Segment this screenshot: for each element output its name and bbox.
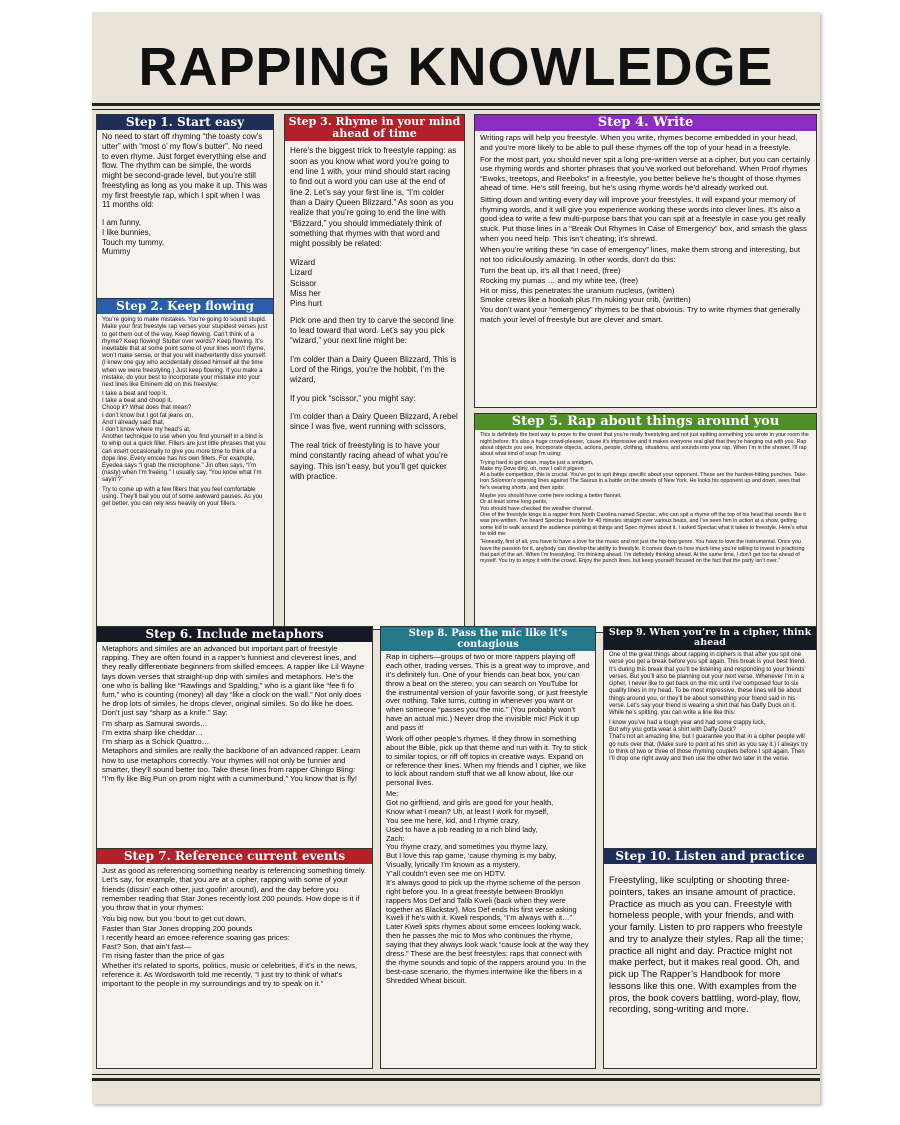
step-3-heading: Step 3. Rhyme in your mind ahead of time — [285, 115, 464, 141]
step-5-line: Trying hard to get clean, maybe just a smidgen, — [480, 459, 594, 466]
step-1-line: Mummy — [102, 247, 131, 257]
step-10-body — [604, 864, 816, 1019]
step-9-text: That’s not an amazing line, but I guarantee you that in a cipher people will go nuts over that. (Make sure to point at his shirt as you say it.) I always try to think of two or three of those rhyming couplets before I spit again. Then I’ll drop one right away and then use the other two later in the verse. — [609, 734, 808, 763]
step-8-body — [381, 651, 595, 989]
step-2-text: Another technique to use when you find yourself in a bind is to whip out a quick filler. Fillers are just little phrases that you can insert occasionally to give you more time to think of a dope line. Every emcee has his own fillers. For example, Eyedea says “I grab the microphone.” Jin often says, “I’m (nasty) when I’m freeing.” I usually say, “You know what I’m sayin’?” — [102, 433, 266, 484]
top-rule-thin — [92, 109, 820, 110]
step-8-line: Visually, lyrically I’m known as a mystery, — [386, 860, 520, 870]
step-6-box — [96, 626, 373, 853]
step-4-line: Turn the beat up, it’s all that I need, (free) — [480, 266, 621, 276]
step-9-heading: Step 9. When you’re in a cipher, think ahead — [604, 627, 816, 650]
step-4-line: Rocking my pumas … and my white tee, (free) — [480, 276, 639, 286]
step-8-line: Me: — [386, 789, 399, 799]
step-6-text: Metaphors and similes are an advanced but important part of freestyle rapping. They are often found in a rapper’s funniest and cleverest lines, and they really differentiate beginners from skilled emcees. A rapper like Lil Wayne lays down verses that straight-up drip with similes and metaphors. He’s the one who is balling like “Rawlings and Spalding,” who is a giant like “fee fi fo fum,” who is counting (money) all day “like a clock on the wall.” Not only does he drop lots of similes, he drops clever, original similes. So do like he does. Don’t just say “sharp as a knife.” Say: — [102, 644, 365, 717]
step-5-line: Maybe you should have come here rocking a better flannel, — [480, 493, 622, 500]
step-9-text: One of the great things about rapping in ciphers is that after you spit one verse you get a break before you spit again. This break is your best friend. It’s during this break that you’ll be listening and responding to your friends’ verses. But you’ll also be planning out your next verse. Whenever I’m in a cipher, I never like to get back on the mic until I’ve composed four to six quality lines in my head. To be most impressive, these lines will be about things around you, or they’ll be about something your friend said in his verse. Let’s say your friend is wearing a shirt that has Daffy Duck on it. While he’s spitting, you can write a line like this: — [609, 651, 806, 717]
step-3-quote: I’m colder than a Dairy Queen Blizzard, A rebel since I was five, went running with scissors, — [290, 412, 458, 432]
step-3-word: Wizard — [290, 257, 316, 267]
poster — [92, 12, 820, 1104]
step-1-box — [96, 114, 274, 304]
page-title: RAPPING KNOWLEDGE — [138, 37, 774, 97]
step-8-line: You rhyme crazy, and sometimes you rhyme lazy, — [386, 842, 548, 852]
step-9-box — [603, 626, 817, 852]
step-3-body — [285, 141, 464, 486]
step-5-text: One of the freestyle kings is a rapper from North Carolina named Spectac, who can spit a rhyme off the top of his head that sounds like it was pre-written. I’ve heard Spectac freestyle for 40 minutes straight over various beats, and I’ve seen him in action at a show, getting some kid to walk around the audience pointing at things and Spec rhymes about it. I asked Spectac what it takes to freestyle. Here’s what he told me: — [480, 512, 808, 537]
step-4-heading: Step 4. Write — [475, 115, 816, 131]
step-1-text: No need to start off rhyming “the toasty cow’s utter” with “most o’ my flow’s butter”. No need to even rhyme. Just forget everything else and flow. The rhythm can be simple, the words might be second-grade level, but you’re still freestyling as long as you make it up. This was my first freestyle rap, which I spit when I was 11 months old: — [102, 132, 268, 210]
step-5-text: “Honestly, first of all, you have to have a love for the music and not just the hip-hop genre. You have to love the instrumental. Once you have the passion for it, anybody can develop the ability to freestyle. It comes down to how much time you’re willing to invest in practicing that part of the art. When I’m freestyling, I’m thinking ahead. I’m definitely thinking ahead. At the same time, I don’t get too far ahead of myself. You try to enjoy it with the crowd. Enjoy the punch lines, but keep yourself focused on the fact that the party isn’t over.” — [480, 539, 805, 565]
step-3-quote: I’m colder than a Dairy Queen Blizzard, This is Lord of the Rings, you’re the hobbit, I’m the wizard, — [290, 354, 457, 385]
step-3-word: Pins hurt — [290, 299, 322, 309]
step-4-box — [474, 114, 817, 408]
step-2-line: I take a beat and loop it, — [102, 390, 168, 398]
step-4-text: Writing raps will help you freestyle. When you write, rhymes become embedded in your head, and you’re more likely to be able to pull these rhymes off the top of your head in a freestyle. — [480, 133, 798, 152]
step-7-line: Fast? Son, that ain’t fast— — [102, 942, 192, 952]
step-8-box — [380, 626, 596, 1069]
step-5-line: Or at least some long pants, — [480, 499, 548, 506]
top-rule — [92, 103, 820, 106]
step-1-body — [97, 130, 273, 259]
step-2-box — [96, 298, 274, 630]
step-2-line: I take a beat and choop it, — [102, 397, 173, 405]
step-3-text: The real trick of freestyling is to have your mind constantly racing ahead of what you’re saying. This isn’t easy, but you’ll get quicker with practice. — [290, 440, 448, 481]
step-1-line: I am funny, — [102, 218, 141, 228]
step-6-line: I’m sharp as Samurai swords… — [102, 719, 208, 729]
step-8-heading: Step 8. Pass the mic like it’s contagious — [381, 627, 595, 651]
step-8-text: Work off other people’s rhymes. If they throw in something about the Bible, pick up that theme and run with it. Try to stick to similar topics, or riff off topics in creative ways. Expand on or reference their lines. When my friends and I cipher, we like to kick about random stuff that we all know about, like our personal lives. — [386, 733, 588, 788]
step-7-line: I’m rising faster than the price of gas — [102, 951, 225, 961]
step-5-body — [475, 430, 816, 568]
step-6-line: I’m extra sharp like cheddar… — [102, 728, 203, 738]
step-7-box — [96, 848, 373, 1069]
step-8-line: You see me here, kid, and I rhyme crazy, — [386, 815, 520, 825]
step-7-text: Whether it’s related to sports, politics, music or celebrities, if it’s in the news, reference it. As Wordsworth told me recently, “I just try to think of what’s important to the people in my surroundings and try to speak on it.” — [102, 960, 358, 989]
step-7-line: Faster than Star Jones dropping 200 pounds — [102, 923, 253, 933]
step-5-line: You should have checked the weather channel. — [480, 505, 593, 512]
step-10-text: Freestyling, like sculpting or shooting three-pointers, takes an insane amount of practice. Practice as much as you can. Freestyle with homeless people, with your friends, and with your family. Listen to pro rappers who freestyle and try to analyze their styles. Rap all the time; practice all night and day. Practice might not make perfect, but it makes real good. Oh, and pick up The Rapper’s Handbook for more lessons like this one. With examples from the pros, the book covers battling, word-play, flow, recording, song-writing and more. — [609, 874, 804, 1015]
step-8-text: Rap in ciphers—groups of two or more rappers playing off each other, trading verses. This is a great way to improve, and it’s definitely fun. One of your friends can beat box, you can throw a beat on the stereo, you can search on YouTube for the instrumental version of your favorite song, or just freestyle over nothing. Take turns, cutting in whenever you want or when someone “passes you the mic.” (You probably won’t have an actual mic.) Never drop the invisible mic! Pick it up and pass it! — [386, 652, 590, 732]
bottom-rule-thin — [92, 1074, 820, 1075]
step-8-line: Used to have a job reading to a rich blind lady, — [386, 824, 538, 834]
step-10-heading: Step 10. Listen and practice — [604, 849, 816, 864]
step-9-line: But why you gotta wear a shirt with Daffy Duck? — [609, 727, 736, 733]
step-3-text: If you pick “scissor,” you might say: — [290, 393, 416, 403]
step-9-line: I know you’ve had a tough year and had some crappy luck, — [609, 719, 766, 726]
step-6-body — [97, 642, 372, 787]
step-8-line: Y’all couldn’t even see me on HDTV. — [386, 869, 506, 878]
step-4-text: You don’t want your “emergency” rhymes to be that obvious. Try to write rhymes that generally match your level of freestyle but are clever and smart. — [480, 304, 801, 324]
step-3-word: Lizard — [290, 268, 313, 278]
step-2-line: I don’t know but I got fat jeans on, — [102, 411, 194, 419]
step-4-line: Smoke crews like a hookah plus I’m nuking your crib, (written) — [480, 295, 691, 305]
step-7-body — [97, 864, 372, 992]
step-5-text: This is definitely the best way to prove to the crowd that you’re really freestyling and not just spitting something you wrote in your room the night before. It’s also a huge crowd-pleaser, ‘cause it’s impressive and it makes everyone real glad that they’re hanging out with you. Rap about objects you see. Incorporate objects, actions, people, clothing, situations, and sounds into your rap. When I’m in the shower, I’ll rap about what kind of soap I’m using: — [480, 432, 809, 458]
step-6-heading: Step 6. Include metaphors — [97, 627, 372, 642]
bottom-rule — [92, 1078, 820, 1081]
step-5-line: Make my Dove dirty, oh, now I call it pigeon — [480, 465, 584, 472]
step-8-line: But I love this rap game, ‘cause rhyming is my baby, — [386, 851, 557, 861]
step-7-line: I recently heard an emcee reference soaring gas prices: — [102, 932, 290, 942]
step-4-body — [475, 131, 816, 328]
step-2-heading: Step 2. Keep flowing — [97, 299, 273, 314]
step-4-text: For the most part, you should never spit a long pre-written verse at a cipher, but you can certainly use rhyming words and shorter phrases that you’ve worked out beforehand. When Proof rhymes “Ewoks, treetops, and Reeboks” in a freestyle, you better believe he’s thought of those rhymes ahead of time. He’s still freeing, but he’s using rhyme words he’d already worked out. — [480, 154, 811, 193]
step-1-line: Touch my tummy, — [102, 237, 165, 247]
step-6-text: Metaphors and similes are really the backbone of an advanced rapper. Learn how to use metaphors correctly. Your rhymes will not only be funnier and smarter, they’ll sound better too. Take these lines from rapper Chingo Bling: “I’m fly like Big Pun on prom night with a cummerbund.” You know that is fly! — [102, 746, 361, 783]
step-5-box — [474, 413, 817, 633]
step-3-word: Scissor — [290, 278, 317, 288]
step-8-text: It’s always good to pick up the rhyme scheme of the person right before you. In a great freestyle between Brooklyn rappers Mos Def and Talib Kweli (back when they were together as Blackstar), Mos Def ends his first verse asking Kweli if he’s with it. Kweli responds, “I’m always with it…” Later Kweli spits rhymes about some emcees looking wack, then he passes the mic to Mos who continues the rhyme, saying that they always look wack “cause look at the way they dress.” These are the best freestyles: raps that connect with the rhyme sounds and topic of the rappers around you. In the best-case scenario, the rhymes intertwine like the fibers in a Shredded Wheat biscuit. — [386, 877, 589, 985]
step-1-heading: Step 1. Start easy — [97, 115, 273, 130]
step-4-text: When you’re writing these “in case of emergency” lines, make them strong and interesting, but not too ridiculously amazing. In other words, don’t do this: — [480, 245, 801, 264]
step-7-heading: Step 7. Reference current events — [97, 849, 372, 864]
step-3-box — [284, 114, 465, 630]
step-7-line: You big now, but you ‘bout to get cut down, — [102, 914, 247, 924]
step-3-text: Pick one and then try to carve the second line to lead toward that word. Let’s say you pick “wizard,” your next line might be: — [290, 315, 454, 346]
step-6-line: I’m sharp as a Schick Quattro… — [102, 737, 210, 747]
step-1-line: I like bunnies, — [102, 227, 151, 237]
step-2-line: I don’t know where my head’s at, — [102, 426, 191, 433]
step-8-line: Zach: — [386, 833, 405, 843]
step-5-text: At a battle competition, this is crucial. You’ve got to spit things specific about your opponent. These are the hardest-hitting punches. Take Iron Solomon’s opening lines against The Saurus in a battle on the streets of New York. He looks his opponent up and down, sees that he’s wearing shorts, and then spits: — [480, 472, 806, 491]
step-3-word: Miss her — [290, 288, 321, 298]
step-3-text: Here’s the biggest trick to freestyle rapping: as soon as you know what word you’re going to end line 1 with, your mind should start racing to find out a word you can use at the end of line 2. Let’s say your first line is, “I’m colder than a Dairy Queen Blizzard.” As soon as you realize that you’re going to end the line with “Blizzard,” you should immediately think of something that rhymes with that word and might possibly be related: — [290, 146, 457, 249]
step-9-body — [604, 650, 816, 768]
step-7-text: Just as good as referencing something nearby is referencing something timely. Let’s say, for example, that you are at a cipher, rapping with some of your friends (dissin’ each other, just goofin’ around), and the day before you remember reading that Star Jones recently lost 200 pounds. How dope is it if you throw that in your rhymes: — [102, 866, 367, 913]
step-2-line: And I already said that, — [102, 418, 165, 426]
step-4-line: Hit or miss, this penetrates the uranium nucleus, (written) — [480, 285, 675, 295]
step-4-text: Sitting down and writing every day will improve your freestyles. It will expand your memory of rhyming words, and it will give you experience working these words into clever lines. It’s also a good idea to write a few multi-purpose bars that you can spit at a freestyle in case you get really stuck. Put those lines in a “Break Out Rhymes In Case of Emergency” box, and smash the glass when you need help. This isn’t cheating; it’s shrewd. — [480, 195, 807, 243]
step-5-heading: Step 5. Rap about things around you — [475, 414, 816, 430]
step-2-body — [97, 314, 273, 511]
step-2-text: Try to come up with a few fillers that you feel comfortable using. They’ll bail you out of some awkward pauses. As you get better, you can rely less heavily on your fillers. — [102, 485, 263, 507]
step-8-line: Got no girlfriend, and girls are good for your health, — [386, 798, 554, 807]
step-2-line: Choop it? What does that mean? — [102, 404, 192, 412]
step-2-text: You’re going to make mistakes. You’re going to sound stupid. Make your first freestyle rap verses your stupidest verses just to get them out of the way. Keep flowing. Can’t think of a rhyme? Keep flowing! Stutter over words? Keep flowing. It’s inevitable that at some point some of your lines won’t rhyme, won’t make sense, or that you will inadvertently diss yourself. (I knew one guy who accidentally dissed himself all the time when we were freestyling.) Just keep flowing. If you make a mistake, do your best to incorporate your mistake into your next lines like Eminem did on this freestyle: — [102, 316, 268, 388]
step-10-box — [603, 848, 817, 1069]
step-8-line: Know what I mean? Uh, at least I work for myself, — [386, 806, 549, 816]
